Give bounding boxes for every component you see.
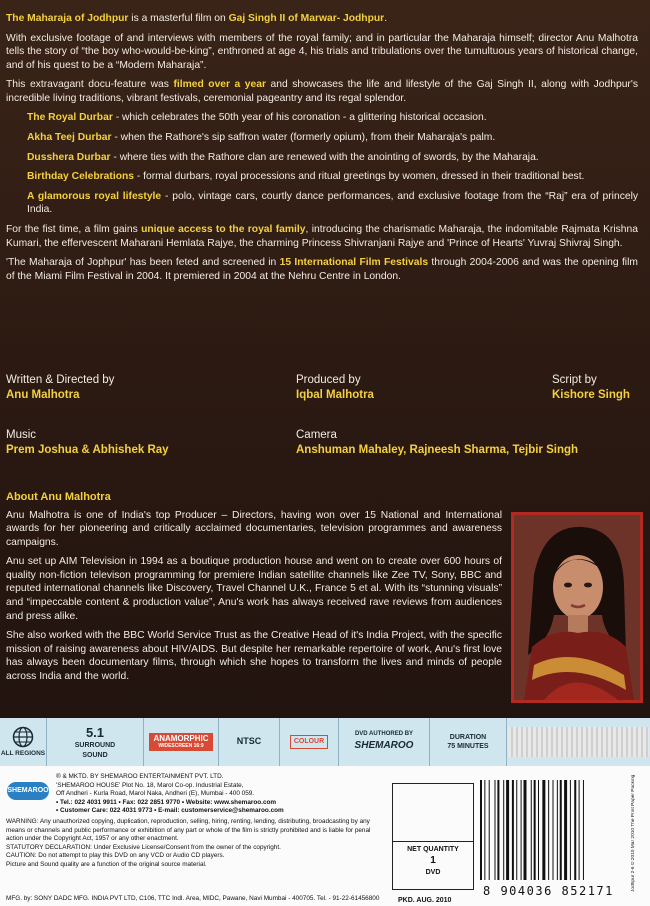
event-title: Dusshera Durbar bbox=[27, 151, 111, 163]
event-title: Birthday Celebrations bbox=[27, 171, 134, 183]
format-label: NTSC bbox=[236, 736, 262, 747]
barcode-bar bbox=[484, 780, 485, 880]
anamorphic-badge bbox=[144, 718, 219, 766]
credit-name: Iqbal Malhotra bbox=[296, 389, 374, 402]
portrait-image bbox=[514, 515, 640, 700]
barcode-bar bbox=[583, 780, 584, 880]
barcode-number: 8 904036 852171 bbox=[483, 884, 614, 898]
publisher-address bbox=[56, 773, 386, 816]
barcode-bar bbox=[512, 780, 514, 880]
globe-icon bbox=[12, 726, 34, 748]
festival-highlight: 15 International Film Festivals bbox=[279, 257, 429, 269]
intro-end: . bbox=[384, 13, 388, 24]
picture-quality-text: Picture and Sound quality are a function of the original source material. bbox=[6, 860, 207, 868]
anamorphic-label: ANAMORPHIC bbox=[153, 733, 209, 743]
credit-name: Anshuman Mahaley, Rajneesh Sharma, Tejbir Singh bbox=[296, 444, 579, 457]
credit-camera bbox=[296, 428, 578, 458]
credit-producer bbox=[296, 373, 374, 403]
barcode-bar bbox=[570, 780, 571, 880]
barcode-bar bbox=[574, 780, 576, 880]
shemaroo-logo: SHEMAROO bbox=[354, 740, 414, 752]
event-text: - when the Rathore's sip saffron water (formerly opium), from their Maharaja's palm. bbox=[111, 132, 496, 144]
duration-badge bbox=[430, 718, 507, 766]
credit-writer-director bbox=[6, 373, 114, 403]
hologram-sticker bbox=[508, 727, 648, 757]
surround-label: SURROUND SOUND bbox=[74, 742, 116, 759]
intro-text: is a masterful film on bbox=[128, 13, 229, 24]
barcode-bar bbox=[579, 780, 580, 880]
region-badge bbox=[0, 718, 47, 766]
director-portrait bbox=[511, 512, 643, 703]
shemaroo-logo: SHEMAROO bbox=[7, 782, 49, 800]
address-line: Off Andheri - Kurla Road, Marol Naka, Andheri (E), Mumbai - 400 059. bbox=[56, 790, 255, 798]
event-item bbox=[6, 111, 638, 125]
ntsc-badge bbox=[219, 718, 280, 766]
packed-date: PKD. AUG. 2010 bbox=[398, 897, 452, 904]
barcode-bar bbox=[542, 780, 545, 880]
extravaganza-paragraph bbox=[6, 78, 638, 105]
event-text: - which celebrates the 50th year of his coronation - a glittering historical occasion. bbox=[112, 112, 487, 124]
widescreen-label: WIDESCREEN 16:9 bbox=[158, 742, 204, 749]
barcode-bar bbox=[524, 780, 527, 880]
credit-role: Camera bbox=[296, 429, 337, 441]
barcode-bar bbox=[506, 780, 509, 880]
barcode-bar bbox=[503, 780, 504, 880]
barcode-bar bbox=[564, 780, 567, 880]
credit-name: Kishore Singh bbox=[552, 389, 630, 402]
net-quantity bbox=[393, 841, 473, 889]
subject-name: Gaj Singh II of Marwar- Jodhpur bbox=[228, 13, 385, 24]
credit-name: Anu Malhotra bbox=[6, 389, 80, 402]
film-title: The Maharaja of Jodhpur bbox=[6, 13, 129, 24]
festival-text-b: through 2004-2006 and was the opening film of the Miami Film Festival in 2004. It premiered in 2004 at the Nehru Centre in London. bbox=[6, 257, 638, 282]
address-line: • Customer Care: 022 4031 9773 • E-mail: customerservice@shemaroo.com bbox=[56, 807, 284, 815]
barcode-bar bbox=[560, 780, 562, 880]
authored-badge bbox=[339, 718, 430, 766]
barcode-bar bbox=[534, 780, 536, 880]
event-item bbox=[6, 170, 638, 184]
colour-label: COLOUR bbox=[290, 735, 328, 748]
duration-value: 75 MINUTES bbox=[447, 743, 489, 750]
barcode-bar bbox=[495, 780, 496, 880]
barcode-bar bbox=[553, 780, 554, 880]
about-paragraph: She also worked with the BBC World Service Trust as the Creative Head of it's India Project, with the specific mission of raising awareness about HIV/AIDS. But despite her remarkable repertoire of work, Anu's first love has always been documentary films, through which she hopes to transform the lives and minds of people across India and the world. bbox=[6, 630, 502, 682]
synopsis bbox=[6, 12, 638, 289]
barcode bbox=[478, 776, 618, 901]
event-item bbox=[6, 131, 638, 145]
authored-label: DVD AUTHORED BY bbox=[354, 731, 414, 738]
surround-value: 5.1 bbox=[85, 725, 105, 741]
event-title: The Royal Durbar bbox=[27, 112, 113, 124]
about-paragraph: Anu set up AIM Television in 1994 as a boutique production house and went on to create over 600 hours of quality non-fiction televison programming for premiere Indian satellite channels like Zee TV, Sony, BBC and reputed international channels like Discovery, Travel Channel U.K., France 5 et al. With its “stunning visuals” and “impeccable content & production value”, Anu's work has always received rave reviews from audiences and press alike. bbox=[6, 556, 502, 622]
extravaganza-text-a: This extravagant docu-feature was bbox=[6, 79, 174, 91]
access-paragraph bbox=[6, 223, 638, 250]
barcode-bar bbox=[521, 780, 522, 880]
credit-name: Prem Joshua & Abhishek Ray bbox=[6, 444, 169, 457]
surround-badge bbox=[47, 718, 144, 766]
extravaganza-highlight: filmed over a year bbox=[173, 79, 266, 91]
barcode-bar bbox=[548, 780, 549, 880]
duration-label: DURATION bbox=[449, 733, 487, 741]
hologram-area bbox=[507, 718, 650, 766]
barcode-bar bbox=[489, 780, 490, 880]
legal-notices bbox=[6, 818, 388, 869]
credit-role: Script by bbox=[552, 374, 597, 386]
credit-music bbox=[6, 428, 169, 458]
event-title: Akha Teej Durbar bbox=[27, 132, 112, 144]
spec-strip bbox=[0, 718, 650, 766]
barcode-bar bbox=[480, 780, 482, 880]
extravaganza-text-b: and showcases the life and lifestyle of the Gaj Singh II, along with Jodhpur's incredible living traditions, vibrant festivals, ceremonial pageantry and its regal splendor. bbox=[6, 79, 638, 104]
about-heading: About Anu Malhotra bbox=[6, 491, 111, 503]
event-text: - formal durbars, royal processions and ritual greetings by women, dressed in their traditional best. bbox=[134, 171, 585, 183]
address-line: • Tel.: 022 4031 9911 • Fax: 022 2851 9770 • Website: www.shemaroo.com bbox=[56, 798, 277, 806]
side-print-text: Jodhpur 2-6 © 2010 Mar 2010 The Print Paper Packing bbox=[631, 774, 636, 892]
event-text: - where ties with the Rathore clan are renewed with the anointing of swords, by the Maharaja. bbox=[110, 151, 539, 163]
net-quantity-unit: DVD bbox=[425, 868, 441, 876]
story-paragraph: With exclusive footage of and interviews with members of the royal family; and in particular the Maharaja himself; director Anu Malhotra tells the story of “the boy who-would-be-king”, enthroned at age 4, his trials and tribulations over the tumultuous years of historical change, and of his quest to be a “Modern Maharaja”. bbox=[6, 32, 638, 71]
access-highlight: unique access to the royal family bbox=[141, 223, 306, 235]
barcode-bar bbox=[557, 780, 558, 880]
barcode-bar bbox=[516, 780, 517, 880]
side-print-info bbox=[629, 774, 641, 894]
about-paragraph: Anu Malhotra is one of India's top Producer – Directors, having won over 15 National and International awards for her pioneering and critically acclaimed documentaries, television programmes and awareness campaigns. bbox=[6, 509, 502, 548]
access-text-a: For the fist time, a film gains bbox=[6, 223, 142, 235]
event-text: - polo, vintage cars, courtly dance performances, and exclusive footage from the “Raj” era of princely India. bbox=[27, 190, 639, 216]
festival-text-a: 'The Maharaja of Jophpur' has been feted and screened in bbox=[6, 257, 280, 269]
access-text-b: , introducing the charismatic Maharaja, the indomitable Rajmata Krishna Kumari, the effervescent Maharani Hemlata Rajye, the charming Princess Shivranjani Rajye and 'Prince of Hearts' Yuvraj Shivraj Singh. bbox=[6, 223, 638, 249]
event-item bbox=[6, 151, 638, 165]
address-line: ® & MKTD. BY SHEMAROO ENTERTAINMENT PVT. LTD. bbox=[56, 773, 224, 780]
credit-role: Written & Directed by bbox=[6, 374, 115, 386]
credit-role: Music bbox=[6, 429, 37, 441]
address-line: 'SHEMAROO HOUSE' Plot No. 18, Marol Co-op. Industrial Estate, bbox=[56, 781, 244, 789]
barcode-bar bbox=[531, 780, 532, 880]
intro-paragraph bbox=[6, 12, 638, 26]
credits bbox=[6, 373, 638, 463]
event-title: A glamorous royal lifestyle bbox=[27, 190, 162, 202]
legal-footer bbox=[0, 766, 650, 906]
festival-paragraph bbox=[6, 256, 638, 283]
colour-badge bbox=[280, 718, 339, 766]
net-quantity-value: 1 bbox=[430, 855, 436, 867]
barcode-bar bbox=[497, 780, 499, 880]
statutory-text: STATUTORY DECLARATION: Under Exclusive License/Consent from the owner of the copyright. bbox=[6, 843, 281, 851]
credit-role: Produced by bbox=[296, 374, 361, 386]
manufacturer: MFG. by: SONY DADC MFG. INDIA PVT LTD, C106, TTC Indl. Area, MIDC, Pawane, Navi Mumbai - 400705. Tel. - 91-22-61456800 bbox=[6, 895, 380, 902]
about-director bbox=[6, 490, 502, 689]
warning-text: WARNING: Any unauthorized copying, duplication, reproduction, selling, hiring, renting, lending, distributing, broadcasting by any means or channels and public performance or exhibition of any part or whole of the film is strictly prohibited and is liable for penal action under the Copyright Act, 1957 or any other enactment. bbox=[6, 818, 371, 843]
barcode-bars bbox=[478, 776, 618, 884]
region-label: ALL REGIONS bbox=[0, 749, 46, 757]
net-quantity-box bbox=[392, 783, 474, 890]
credit-script bbox=[552, 373, 630, 403]
barcode-bar bbox=[538, 780, 539, 880]
event-item bbox=[6, 190, 638, 217]
caution-text: CAUTION: Do not attempt to play this DVD on any VCD or Audio CD players. bbox=[6, 852, 225, 860]
net-quantity-label: NET QUANTITY bbox=[407, 846, 459, 853]
